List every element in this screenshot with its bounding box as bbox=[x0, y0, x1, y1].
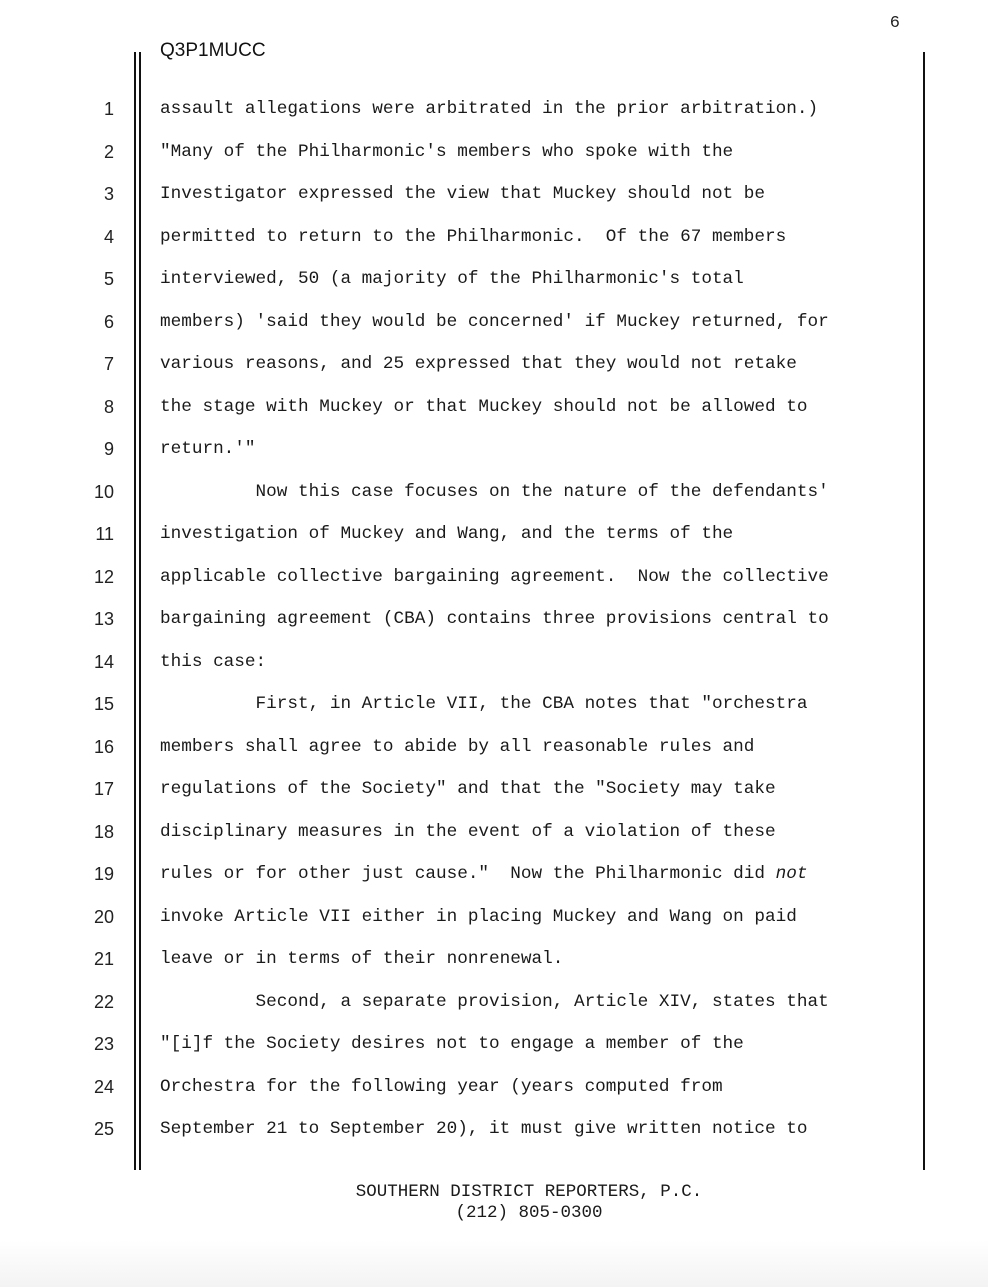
line-number: 2 bbox=[103, 141, 114, 162]
line-number: 9 bbox=[103, 439, 114, 459]
transcript-line bbox=[160, 598, 910, 641]
scan-shadow bbox=[0, 1240, 988, 1287]
line-text: Orchestra for the following year (years computed from bbox=[160, 1076, 723, 1097]
line-text: First, in Article VII, the CBA notes that "orchestra bbox=[160, 694, 808, 714]
line-number: 15 bbox=[93, 694, 114, 714]
footer bbox=[0, 1182, 988, 1224]
transcript-line bbox=[160, 1108, 910, 1151]
transcript-line bbox=[160, 641, 910, 684]
line-text: permitted to return to the Philharmonic. Of the 67 members bbox=[160, 226, 787, 247]
line-text: rules or for other just cause." Now the Philharmonic did bbox=[160, 864, 776, 884]
transcript-line bbox=[160, 301, 910, 344]
line-text: interviewed, 50 (a majority of the Philharmonic's total bbox=[160, 269, 744, 289]
line-number: 17 bbox=[93, 779, 114, 799]
transcript-line bbox=[160, 1066, 910, 1109]
line-text: "[i]f the Society desires not to engage a member of the bbox=[160, 1034, 744, 1054]
line-text: applicable collective bargaining agreement. Now the collective bbox=[160, 566, 829, 587]
line-number: 22 bbox=[93, 991, 114, 1012]
line-number: 6 bbox=[103, 311, 114, 332]
line-text: investigation of Muckey and Wang, and the terms of the bbox=[160, 524, 734, 544]
line-number: 23 bbox=[93, 1034, 114, 1054]
line-text: disciplinary measures in the event of a violation of these bbox=[160, 821, 776, 842]
line-number: 24 bbox=[93, 1076, 114, 1097]
line-text: invoke Article VII either in placing Muckey and Wang on paid bbox=[160, 906, 797, 927]
line-number: 5 bbox=[103, 269, 114, 289]
transcript-line bbox=[160, 428, 910, 471]
line-text: the stage with Muckey or that Muckey should not be allowed to bbox=[160, 396, 808, 417]
transcript-line bbox=[160, 683, 910, 726]
line-number: 14 bbox=[93, 651, 114, 672]
line-number: 10 bbox=[93, 481, 114, 502]
line-text: return.'" bbox=[160, 439, 256, 459]
line-number: 13 bbox=[93, 609, 114, 629]
line-number: 20 bbox=[93, 906, 114, 927]
line-number: 19 bbox=[93, 864, 114, 884]
transcript-line bbox=[160, 216, 910, 259]
footer-reporter-name: SOUTHERN DISTRICT REPORTERS, P.C. bbox=[355, 1182, 703, 1202]
line-number: 3 bbox=[103, 184, 114, 204]
line-number: 18 bbox=[93, 821, 114, 842]
line-text: "Many of the Philharmonic's members who spoke with the bbox=[160, 141, 734, 162]
line-number: 4 bbox=[103, 226, 114, 247]
transcript-line bbox=[160, 938, 910, 981]
left-margin-rule-inner bbox=[139, 52, 141, 1170]
transcript-line bbox=[160, 88, 910, 131]
transcript-body bbox=[160, 88, 910, 1151]
line-number: 11 bbox=[95, 524, 114, 544]
line-text: Now this case focuses on the nature of the defendants' bbox=[160, 481, 829, 502]
right-margin-rule bbox=[923, 52, 925, 1170]
left-margin-rule bbox=[134, 52, 136, 1170]
transcript-line bbox=[160, 981, 910, 1024]
line-text: members) 'said they would be concerned' if Muckey returned, for bbox=[160, 311, 829, 332]
line-text: members shall agree to abide by all reasonable rules and bbox=[160, 736, 755, 757]
line-number-column bbox=[70, 88, 114, 1151]
line-text: bargaining agreement (CBA) contains three provisions central to bbox=[160, 609, 829, 629]
document-code: Q3P1MUCC bbox=[160, 40, 266, 61]
line-number: 16 bbox=[93, 736, 114, 757]
line-text: September 21 to September 20), it must give written notice to bbox=[160, 1119, 808, 1139]
line-text: regulations of the Society" and that the "Society may take bbox=[160, 779, 776, 799]
transcript-line bbox=[160, 513, 910, 556]
transcript-line bbox=[160, 768, 910, 811]
line-number: 7 bbox=[103, 354, 114, 374]
line-number: 21 bbox=[93, 949, 114, 969]
transcript-line bbox=[160, 1023, 910, 1066]
line-number: 1 bbox=[103, 99, 114, 119]
transcript-line bbox=[160, 343, 910, 386]
page-number: 6 bbox=[889, 14, 900, 33]
line-text: Second, a separate provision, Article XIV, states that bbox=[160, 991, 829, 1012]
transcript-line bbox=[160, 173, 910, 216]
line-number: 25 bbox=[93, 1119, 114, 1139]
line-number: 8 bbox=[103, 396, 114, 417]
emphasized-text: not bbox=[775, 864, 808, 884]
transcript-line bbox=[160, 471, 910, 514]
line-text: assault allegations were arbitrated in the prior arbitration.) bbox=[160, 99, 819, 119]
line-text: various reasons, and 25 expressed that they would not retake bbox=[160, 354, 797, 374]
line-number: 12 bbox=[93, 566, 114, 587]
footer-phone: (212) 805-0300 bbox=[455, 1203, 603, 1223]
transcript-line bbox=[160, 386, 910, 429]
line-text: this case: bbox=[160, 651, 267, 672]
transcript-line bbox=[160, 811, 910, 854]
transcript-line bbox=[160, 726, 910, 769]
transcript-line bbox=[160, 853, 910, 896]
transcript-line bbox=[160, 131, 910, 174]
transcript-line bbox=[160, 556, 910, 599]
line-text: leave or in terms of their nonrenewal. bbox=[160, 949, 564, 969]
line-text: Investigator expressed the view that Muckey should not be bbox=[160, 184, 766, 204]
transcript-line bbox=[160, 896, 910, 939]
transcript-line bbox=[160, 258, 910, 301]
